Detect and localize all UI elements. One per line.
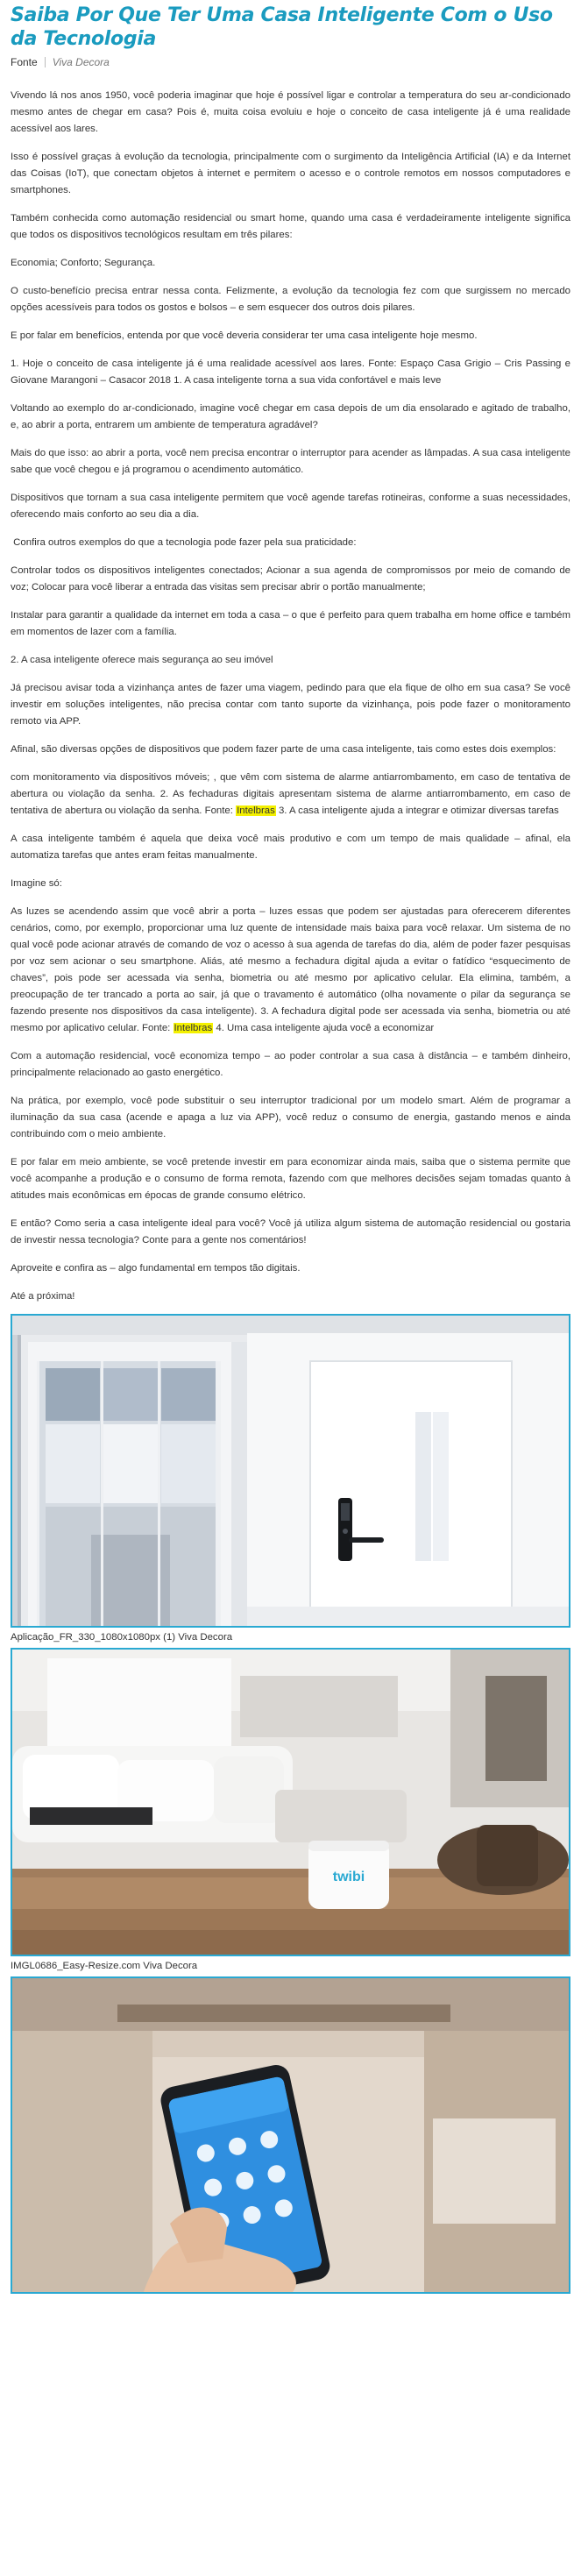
source-name[interactable]: Viva Decora bbox=[52, 56, 110, 68]
paragraph: Já precisou avisar toda a vizinhança antes de fazer uma viagem, pedindo para que ela fique de olho em sua casa? Se você investir em soluções inteligentes, não precisa contar com tanto suporte da vizinhança, pois pode fazer o monitoramento remoto via APP. bbox=[11, 683, 570, 727]
paragraph: Com a automação residencial, você economiza tempo – ao poder controlar a sua casa à distância – e também dinheiro, principalmente relacionado ao gasto energético. bbox=[11, 1051, 570, 1078]
page-title: Saiba Por Que Ter Uma Casa Inteligente Com o Uso da Tecnologia bbox=[11, 4, 553, 50]
paragraph: E por falar em benefícios, entenda por que você deveria considerar ter uma casa inteligente hoje mesmo. bbox=[11, 330, 478, 341]
paragraph: O custo-benefício precisa entrar nessa conta. Felizmente, a evolução da tecnologia fez com que surgissem no mercado opções acessíveis para todos os gostos e bolsos – e sem esquecer dos outros dois pilares. bbox=[11, 286, 570, 313]
paragraph: Mais do que isso: ao abrir a porta, você nem precisa encontrar o interruptor para acender as lâmpadas. A sua casa inteligente sabe que você chegou e já programou o acendimento automático. bbox=[11, 448, 570, 475]
paragraph: E por falar em meio ambiente, se você pretende investir em para economizar ainda mais, saiba que o sistema permite que você acompanhe a produção e o consumo de forma remota, fazendo com que melhores decisões sejam tomadas quanto à atitudes mais econômicas em épocas de grande consumo elétrico. bbox=[11, 1157, 570, 1201]
figure-caption: IMGL0686_Easy-Resize.com Viva Decora bbox=[11, 1961, 198, 1971]
paragraph: Afinal, são diversas opções de dispositivos que podem fazer parte de uma casa inteligente, tais como estes dois exemplos: bbox=[11, 744, 556, 755]
paragraph: Confira outros exemplos do que a tecnologia pode fazer pela sua praticidade: bbox=[11, 537, 357, 548]
figure-door-lock bbox=[11, 1314, 570, 1628]
paragraph: 1. Hoje o conceito de casa inteligente já é uma realidade acessível aos lares. Fonte: Espaço Casa Grigio – Cris Passing e Giovane Marangoni – Casacor 2018 1. A casa inteligente torna a sua vida confortável e mais leve bbox=[11, 358, 570, 386]
paragraph: Na prática, por exemplo, você pode substituir o seu interruptor tradicional por um modelo smart. Além de programar a iluminação da sua casa (acende e apaga a luz via APP), você reduz o consumo de energia, gastando menos e ainda contribuindo com o meio ambiente. bbox=[11, 1096, 570, 1139]
paragraph: Vivendo lá nos anos 1950, você poderia imaginar que hoje é possível ligar e controlar a temperatura do seu ar-condicionado mesmo antes de chegar em casa? Pois é, muita coisa evoluiu e hoje o conceito de casa inteligente já é uma realidade acessível aos lares. bbox=[11, 90, 570, 134]
figure-living-room bbox=[11, 1648, 570, 1956]
text-span: 4. Uma casa inteligente ajuda você a economizar bbox=[213, 1023, 435, 1033]
paragraph: 2. A casa inteligente oferece mais segurança ao seu imóvel bbox=[11, 655, 273, 665]
paragraph bbox=[11, 770, 570, 820]
paragraph: Isso é possível graças à evolução da tecnologia, principalmente com o surgimento da Inteligência Artificial (IA) e da Internet das Coisas (IoT), que conectam objetos à internet e permitem o acesso e o controle remotos em nossos computadores e smartphones. bbox=[11, 152, 570, 195]
living-room-photo bbox=[12, 1650, 569, 1955]
text-span: 3. A casa inteligente ajuda a integrar e otimizar diversas tarefas bbox=[275, 805, 559, 816]
paragraph bbox=[11, 904, 570, 1037]
door-lock-photo bbox=[12, 1316, 569, 1626]
paragraph: Instalar para garantir a qualidade da internet em toda a casa – o que é perfeito para quem trabalha em home office e também em momentos de lazer com a família. bbox=[11, 610, 570, 637]
paragraph: A casa inteligente também é aquela que deixa você mais produtivo e com um tempo de mais qualidade – afinal, ela automatiza tarefas que antes eram feitas manualmente. bbox=[11, 834, 570, 861]
source-line bbox=[11, 56, 570, 68]
paragraph: Imagine só: bbox=[11, 878, 62, 889]
source-label: Fonte bbox=[11, 56, 38, 68]
text-span: As luzes se acendendo assim que você abrir a porta – luzes essas que podem ser ajustadas para oferecerem diferentes cenários, como, por exemplo, proporcionar uma luz quente de intensidade mais baixa para você relaxar. Um sistema de no qual você pode acionar através de comando de voz o acesso à sua agenda de tarefas do dia, além de poder fazer pesquisas por voz sem acionar o seu smartphone. Aliás, até mesmo a fechadura digital ajuda a evitar o fatídico “esquecimento de chaves”, pois pode ser acessada via senha, biometria ou até mesmo por aplicativo celular. Ela elimina, também, a preocupação de ter trancado a porta ao sair, já que o travamento é automático (olha novamente o pilar da segurança se fazendo presente nos dispositivos da casa inteligente). 3. A fechadura digital pode ser acessada via senha, biometria ou até mesmo por aplicativo celular. Fonte: bbox=[11, 906, 570, 1033]
figure-smartphone-app bbox=[11, 1976, 570, 2294]
paragraph: Controlar todos os dispositivos inteligentes conectados; Acionar a sua agenda de compromissos por meio de comando de voz; Colocar para você liberar a entrada das visitas sem precisar abrir o portão manualmente; bbox=[11, 565, 570, 593]
twibi-label: twibi bbox=[332, 1870, 365, 1884]
paragraph: Até a próxima! bbox=[11, 1291, 75, 1302]
highlighted-source-link[interactable]: Intelbras bbox=[174, 1023, 213, 1033]
paragraph: Aproveite e confira as – algo fundamental em tempos tão digitais. bbox=[11, 1263, 301, 1274]
paragraph: Voltando ao exemplo do ar-condicionado, imagine você chegar em casa depois de um dia ensolarado e agitado de trabalho, e, ao abrir a porta, entrarem um ambiente de temperatura agradável? bbox=[11, 403, 570, 430]
text-span: com monitoramento via dispositivos móveis; , que vêm com sistema de alarme antiarrombamento, em caso de tentativa de abertura ou violação da senha. 2. As fechaduras digitais apresentam sistema de alarme antiarrombamento, em caso de tentativa de abertura ou violação da senha. Fonte: bbox=[11, 772, 570, 816]
paragraph: Economia; Conforto; Segurança. bbox=[11, 258, 156, 268]
article-body bbox=[11, 88, 570, 1305]
paragraph: Também conhecida como automação residencial ou smart home, quando uma casa é verdadeiramente inteligente significa que todos os dispositivos tecnológicos resultam em três pilares: bbox=[11, 213, 570, 240]
paragraph: E então? Como seria a casa inteligente ideal para você? Você já utiliza algum sistema de automação residencial ou gostaria de investir nessa tecnologia? Conte para a gente nos comentários! bbox=[11, 1218, 570, 1245]
smartphone-app-photo bbox=[12, 1978, 569, 2292]
source-divider bbox=[45, 57, 46, 67]
paragraph: Dispositivos que tornam a sua casa inteligente permitem que você agende tarefas rotineiras, conforme a suas necessidades, oferecendo mais conforto ao seu dia a dia. bbox=[11, 493, 570, 520]
figure-caption: Aplicação_FR_330_1080x1080px (1) Viva Decora bbox=[11, 1632, 233, 1643]
highlighted-source-link[interactable]: Intelbras bbox=[237, 805, 275, 816]
